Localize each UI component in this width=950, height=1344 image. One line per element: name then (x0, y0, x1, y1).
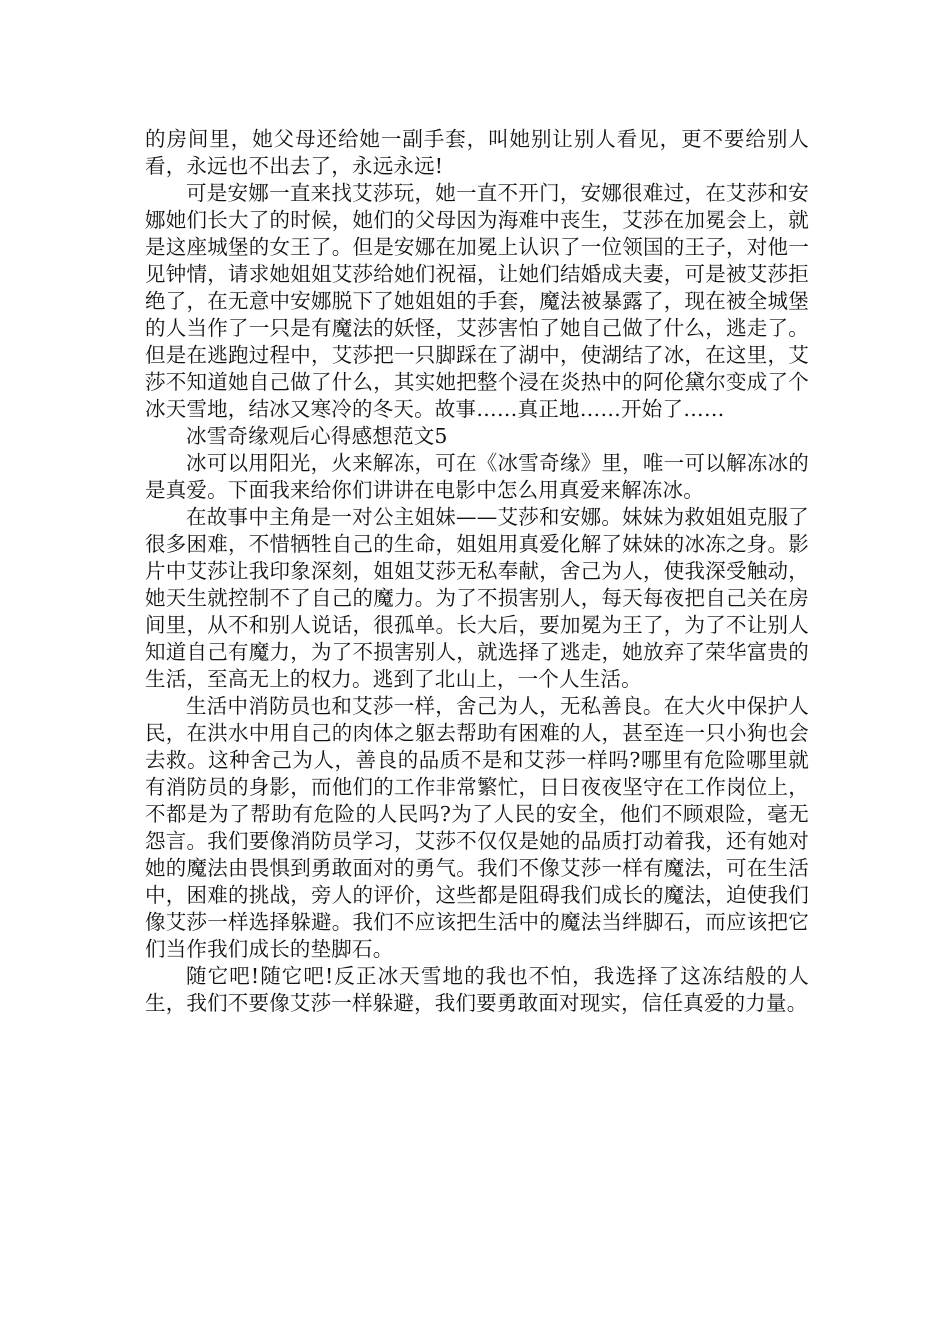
document-body (145, 126, 809, 1017)
paragraph-intro-true-love: 冰可以用阳光，火来解冻，可在《冰雪奇缘》里，唯一可以解冻冰的是真爱。下面我来给你们讲讲在电影中怎么用真爱来解冻冰。 (145, 451, 809, 502)
paragraph-firefighters: 生活中消防员也和艾莎一样，舍己为人，无私善良。在大火中保护人民，在洪水中用自己的肉体之躯去帮助有困难的人，甚至连一只小狗也会去救。这种舍己为人，善良的品质不是和艾莎一样吗?哪里有危险哪里就有消防员的身影，而他们的工作非常繁忙，日日夜夜坚守在工作岗位上，不都是为了帮助有危险的人民吗?为了人民的安全，他们不顾艰险，毫无怨言。我们要像消防员学习，艾莎不仅仅是她的品质打动着我，还有她对她的魔法由畏惧到勇敢面对的勇气。我们不像艾莎一样有魔法，可在生活中，困难的挑战，旁人的评价，这些都是阻碍我们成长的魔法，迫使我们像艾莎一样选择躲避。我们不应该把生活中的魔法当绊脚石，而应该把它们当作我们成长的垫脚石。 (145, 694, 809, 961)
section-heading: 冰雪奇缘观后心得感想范文5 (186, 424, 448, 448)
paragraph-sisters: 在故事中主角是一对公主姐妹——艾莎和安娜。妹妹为救姐姐克服了很多困难，不惜牺牲自己的生命，姐姐用真爱化解了妹妹的冰冻之身。影片中艾莎让我印象深刻，姐姐艾莎无私奉献，舍己为人，使我深受触动，她天生就控制不了自己的魔力。为了不损害别人，每天每夜把自己关在房间里，从不和别人说话，很孤单。长大后，要加冕为王了，为了不让别人知道自己有魔力，为了不损害别人，就选择了逃走，她放弃了荣华富贵的生活，至高无上的权力。逃到了北山上，一个人生活。 (145, 505, 809, 691)
paragraph-conclusion: 随它吧!随它吧!反正冰天雪地的我也不怕，我选择了这冻结般的人生，我们不要像艾莎一样躲避，我们要勇敢面对现实，信任真爱的力量。 (145, 964, 809, 1015)
paragraph-continued: 的房间里，她父母还给她一副手套，叫她别让别人看见，更不要给别人看，永远也不出去了，永远永远! (145, 127, 809, 178)
paragraph-anna-elsa-story: 可是安娜一直来找艾莎玩，她一直不开门，安娜很难过，在艾莎和安娜她们长大了的时候，她们的父母因为海难中丧生，艾莎在加冕会上，就是这座城堡的女王了。但是安娜在加冕上认识了一位领国的王子，对他一见钟情，请求她姐姐艾莎给她们祝福，让她们结婚成夫妻，可是被艾莎拒绝了，在无意中安娜脱下了她姐姐的手套，魔法被暴露了，现在被全城堡的人当作了一只是有魔法的妖怪，艾莎害怕了她自己做了什么，逃走了。但是在逃跑过程中，艾莎把一只脚踩在了湖中，使湖结了冰，在这里，艾莎不知道她自己做了什么，其实她把整个浸在炎热中的阿伦黛尔变成了个冰天雪地，结冰又寒冷的冬天。故事……真正地……开始了…… (145, 181, 809, 421)
